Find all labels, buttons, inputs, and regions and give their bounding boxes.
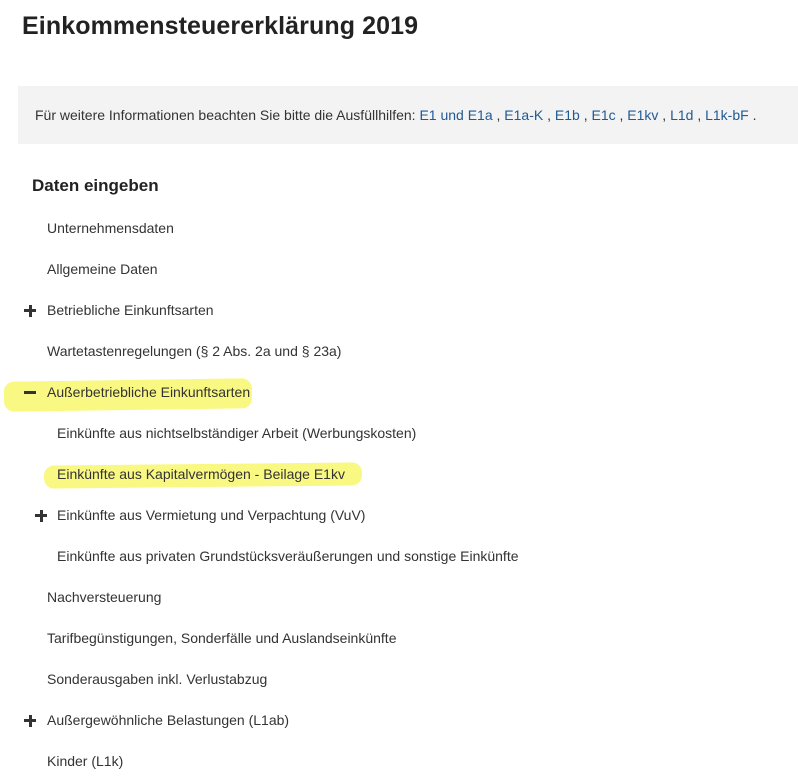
expand-plus-icon[interactable] — [22, 290, 38, 331]
nav-item-label[interactable]: Tarifbegünstigungen, Sonderfälle und Auslandseinkünfte — [47, 630, 397, 646]
info-box: Für weitere Informationen beachten Sie bitte die Ausfüllhilfen: E1 und E1a , E1a-K , E1b , E1c , E1kv , L1d , L1k-bF . — [18, 86, 798, 144]
nav-item-vermietung-verpachtung[interactable] — [0, 495, 798, 536]
page-title: Einkommensteuererklärung 2019 — [22, 12, 419, 40]
nav-item-kapitalvermoegen[interactable] — [0, 454, 798, 495]
nav-item-label[interactable]: Einkünfte aus Kapitalvermögen - Beilage E1kv — [57, 466, 345, 482]
nav-item-label[interactable]: Einkünfte aus privaten Grundstücksveräußerungen und sonstige Einkünfte — [57, 548, 519, 564]
nav-item-allgemeine-daten[interactable] — [0, 249, 798, 290]
nav-item-nachversteuerung[interactable] — [0, 577, 798, 618]
link-l1k-bf[interactable]: L1k-bF — [705, 107, 749, 123]
nav-item-label[interactable]: Kinder (L1k) — [47, 753, 124, 769]
data-entry-nav — [0, 208, 798, 782]
nav-item-grundstuecksveraeusserungen[interactable] — [0, 536, 798, 577]
link-e1-und-e1a[interactable]: E1 und E1a — [419, 107, 493, 123]
link-e1kv[interactable]: E1kv — [627, 107, 659, 123]
nav-item-wartetastenregelungen[interactable] — [0, 331, 798, 372]
nav-item-nichtselbstaendige-arbeit[interactable] — [0, 413, 798, 454]
info-suffix: . — [752, 107, 757, 123]
nav-item-betriebliche-einkunftsarten[interactable] — [0, 290, 798, 331]
link-e1c[interactable]: E1c — [591, 107, 616, 123]
nav-item-label[interactable]: Sonderausgaben inkl. Verlustabzug — [47, 671, 268, 687]
nav-item-ausserbetriebliche-einkunftsarten[interactable] — [0, 372, 798, 413]
collapse-minus-icon[interactable] — [22, 372, 38, 413]
nav-item-tarifbeguenstigungen[interactable] — [0, 618, 798, 659]
link-l1d[interactable]: L1d — [670, 107, 694, 123]
nav-item-sonderausgaben[interactable] — [0, 659, 798, 700]
info-text: Für weitere Informationen beachten Sie bitte die Ausfüllhilfen: — [35, 107, 416, 123]
nav-item-label[interactable]: Außerbetriebliche Einkunftsarten — [47, 384, 251, 400]
nav-item-aussergewoehnliche-belastungen[interactable] — [0, 700, 798, 741]
expand-plus-icon[interactable] — [22, 700, 38, 741]
expand-plus-icon[interactable] — [33, 495, 49, 536]
nav-item-kinder[interactable] — [0, 741, 798, 782]
nav-item-label[interactable]: Betriebliche Einkunftsarten — [47, 302, 214, 318]
nav-item-label[interactable]: Allgemeine Daten — [47, 261, 158, 277]
section-heading: Daten eingeben — [32, 176, 159, 195]
nav-item-label[interactable]: Einkünfte aus nichtselbständiger Arbeit (Werbungskosten) — [57, 425, 417, 441]
nav-item-label[interactable]: Einkünfte aus Vermietung und Verpachtung (VuV) — [57, 507, 366, 523]
link-e1b[interactable]: E1b — [554, 107, 580, 123]
link-e1a-k[interactable]: E1a-K — [504, 107, 544, 123]
nav-item-label[interactable]: Nachversteuerung — [47, 589, 162, 605]
nav-item-label[interactable]: Wartetastenregelungen (§ 2 Abs. 2a und § 23a) — [47, 343, 342, 359]
nav-item-label[interactable]: Außergewöhnliche Belastungen (L1ab) — [47, 712, 290, 728]
nav-item-unternehmensdaten[interactable] — [0, 208, 798, 249]
nav-item-label[interactable]: Unternehmensdaten — [47, 220, 174, 236]
